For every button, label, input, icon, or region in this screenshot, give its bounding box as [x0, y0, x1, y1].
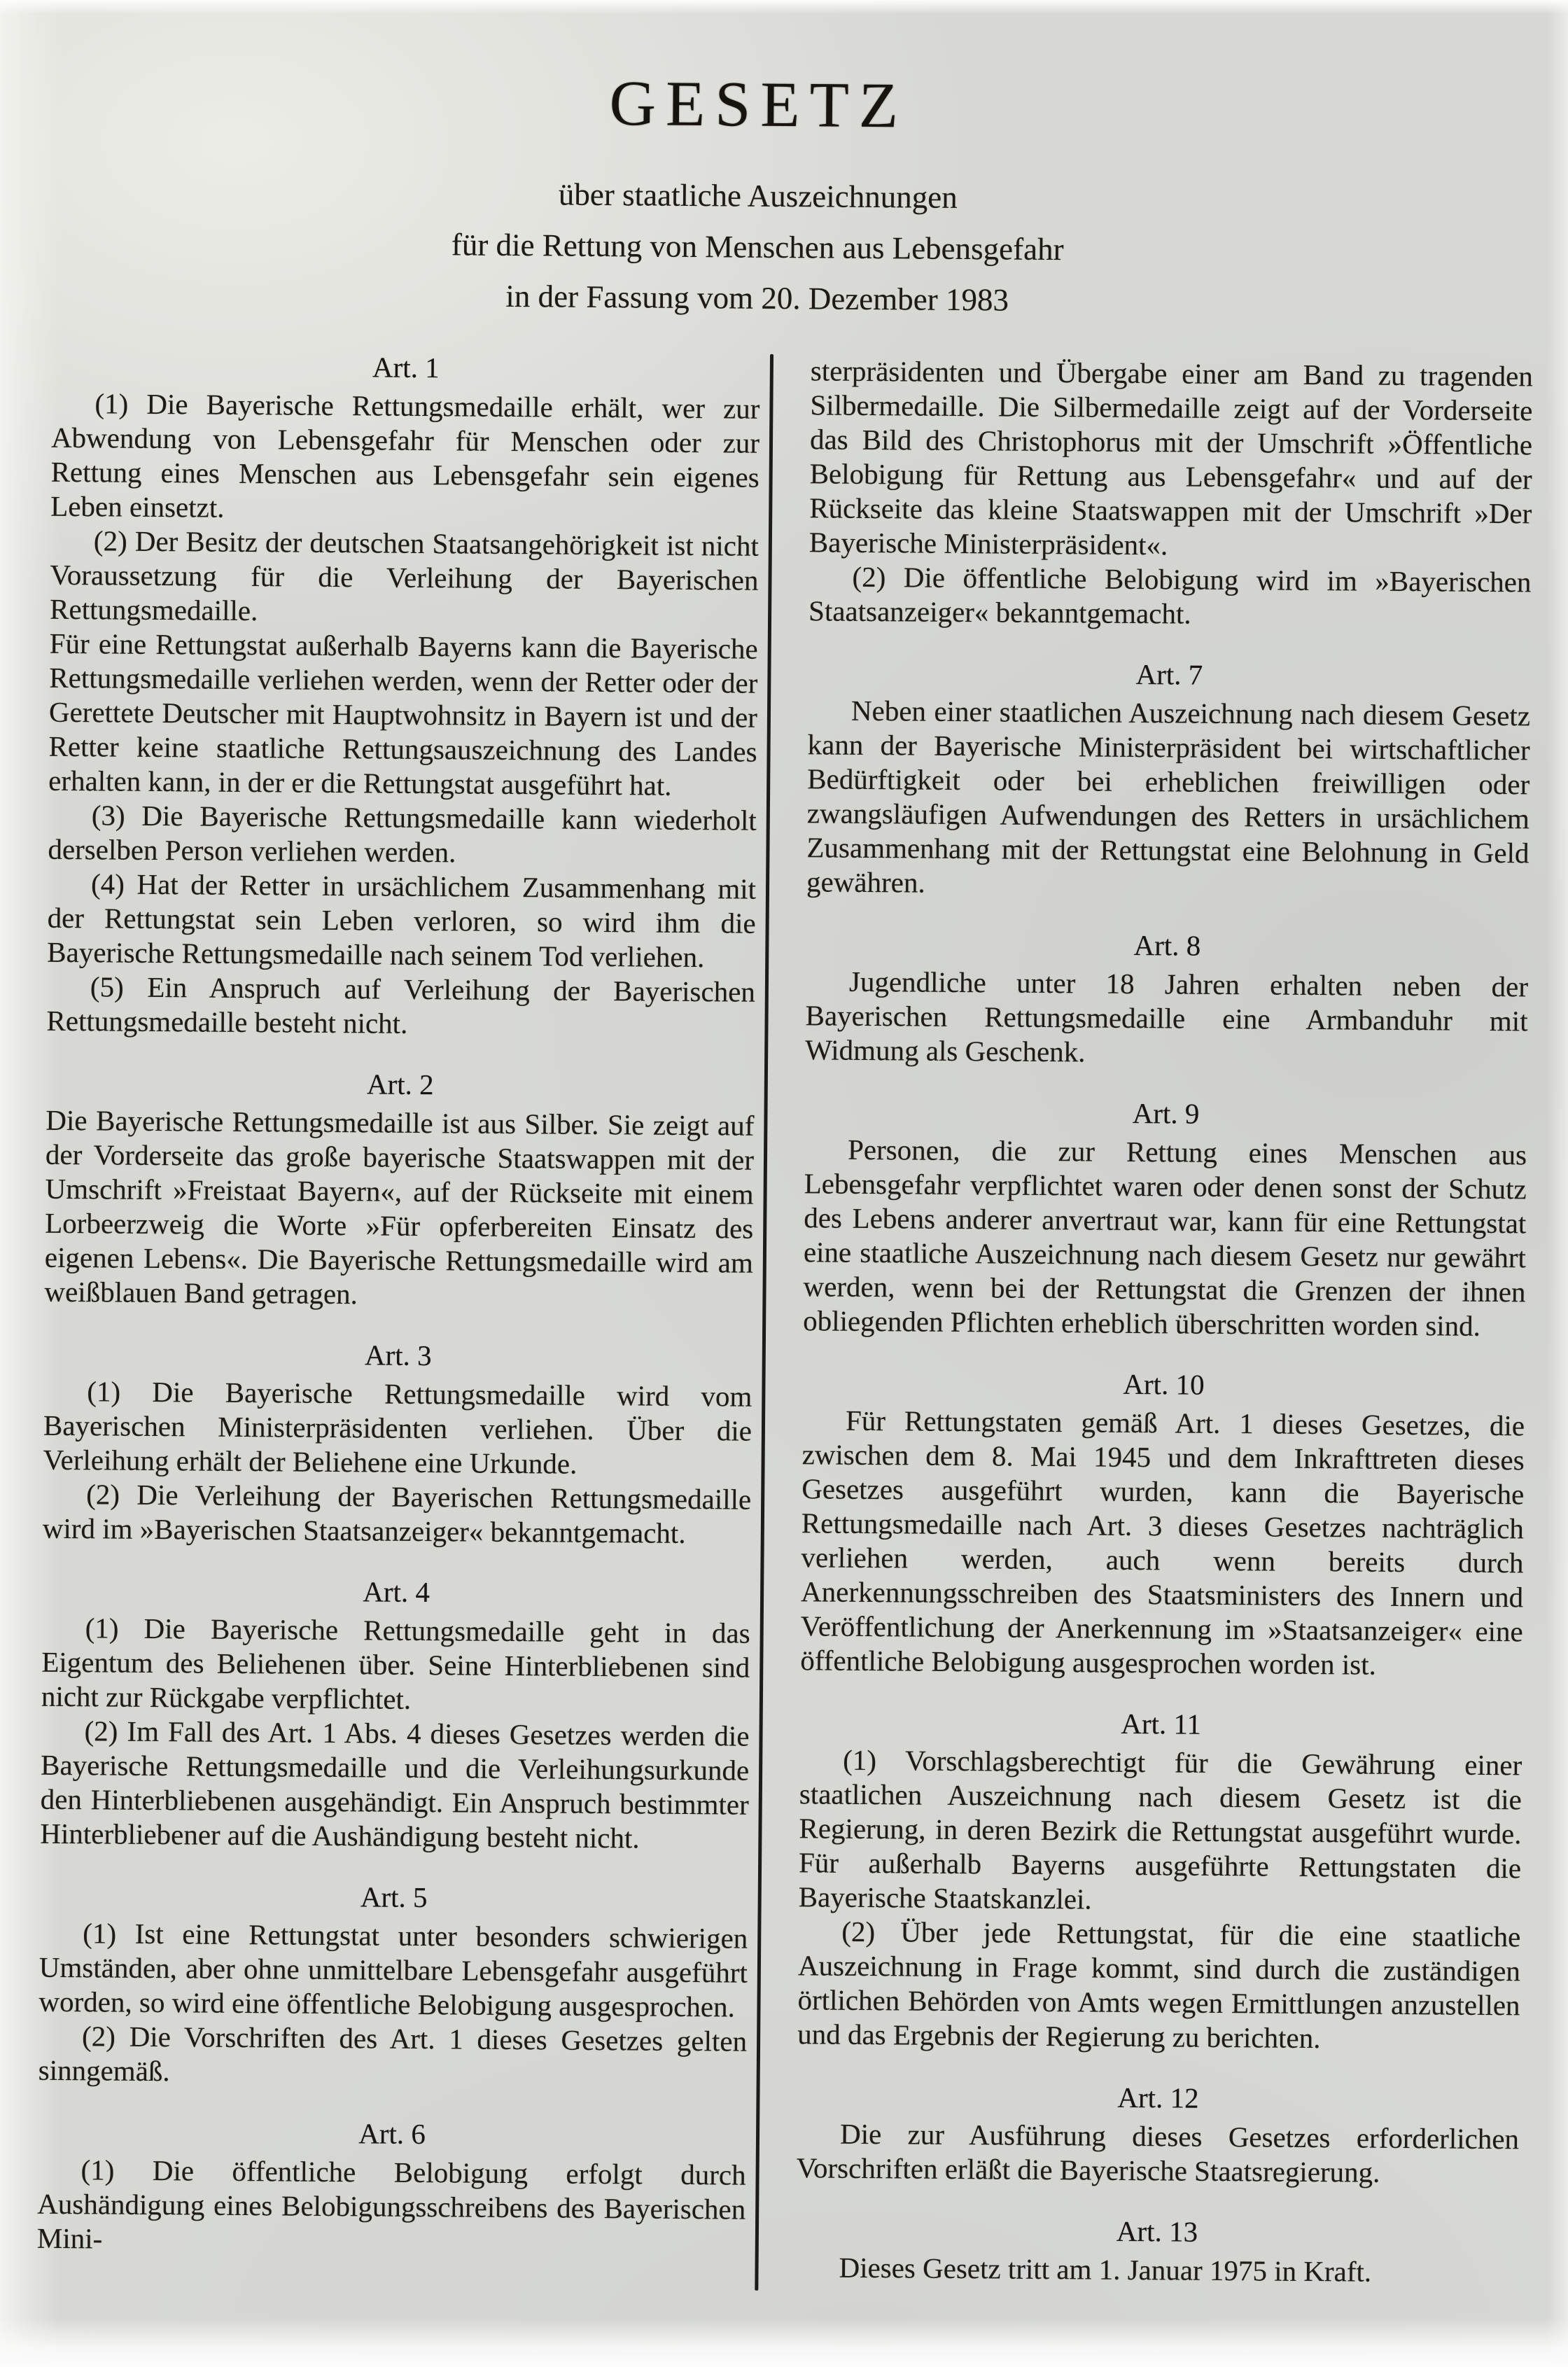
text-column-left	[37, 348, 760, 2261]
article-paragraph: (2) Der Besitz der deutschen Staatsangehörigkeit ist nicht Voraussetzung für die Verleihung der Bayerischen Rettungsmedaille.	[49, 524, 760, 627]
article-heading: Art. 6	[358, 2117, 426, 2151]
article-heading: Art. 8	[1133, 928, 1201, 962]
article-heading: Art. 9	[1132, 1096, 1200, 1130]
article-paragraph: Neben einer staatlichen Auszeichnung nach diesem Gesetz kann der Bayerische Ministerpräsident bei wirtschaftlicher Bedürftigkeit oder bei erheblichen freiwilligen oder zwangsläufigen Aufwendungen des Retters in ursächlichem Zusammenhang mit der Rettungstat eine Belohnung in Geld gewähren.	[806, 694, 1531, 899]
article-paragraph: Personen, die zur Rettung eines Menschen aus Lebensgefahr verpflichtet waren oder denen sonst der Schutz des Lebens anderer anvertraut war, kann für eine Rettungstat eine staatliche Auszeichnung nach diesem Gesetz nur gewährt werden, wenn bei der Rettungstat die Grenzen der ihnen obliegenden Pflichten erheblich überschritten worden sind.	[803, 1133, 1527, 1342]
document-subtitle	[0, 165, 1518, 330]
article-paragraph: Die zur Ausführung dieses Gesetzes erforderlichen Vorschriften erläßt die Bayerische Staatsregierung.	[796, 2117, 1520, 2188]
article-paragraph: (2) Im Fall des Art. 1 Abs. 4 dieses Gesetzes werden die Bayerische Rettungsmedaille und die Verleihungsurkunde den Hinterbliebenen ausgehändigt. Ein Anspruch bestimmter Hinterbliebener auf die Aushändigung besteht nicht.	[40, 1715, 750, 1855]
article-paragraph: Für eine Rettungstat außerhalb Bayerns kann die Bayerische Rettungsmedaille verliehen werden, wenn der Retter oder der Gerettete Deutscher mit Hauptwohnsitz in Bayern ist und der Retter keine staatliche Rettungsauszeichnung des Landes erhalten kann, in der er die Rettungstat ausgeführt hat.	[48, 627, 758, 802]
article-heading: Art. 12	[1117, 2081, 1199, 2114]
article-paragraph: (1) Die Bayerische Rettungsmedaille wird vom Bayerischen Ministerpräsidenten verliehen. Über die Verleihung erhält der Beliehene eine Urkunde.	[43, 1375, 752, 1480]
article-paragraph: (2) Über jede Rettungstat, für die eine staatliche Auszeichnung in Frage kommt, sind durch die zuständigen örtlichen Behörden von Amts wegen Ermittlungen anzustellen und das Ergebnis der Regierung zu berichten.	[797, 1915, 1521, 2055]
subtitle-line-3: in der Fassung vom 20. Dezember 1983	[505, 278, 1009, 318]
article-heading: Art. 7	[1135, 657, 1203, 691]
article-heading: Art. 13	[1116, 2214, 1198, 2248]
article-paragraph: (2) Die Verleihung der Bayerischen Rettungsmedaille wird im »Bayerischen Staatsanzeiger« bekanntgemacht.	[42, 1478, 752, 1549]
article-heading: Art. 3	[364, 1339, 432, 1372]
article-paragraph: (1) Die Bayerische Rettungsmedaille geht in das Eigentum des Beliehenen über. Seine Hinterbliebenen sind nicht zur Rückgabe verpflichtet.	[41, 1612, 750, 1715]
article-paragraph: (2) Die Vorschriften des Art. 1 dieses Gesetzes gelten sinngemäß.	[38, 2020, 748, 2088]
article-paragraph: Dieses Gesetz tritt am 1. Januar 1975 in Kraft.	[839, 2251, 1372, 2288]
article-paragraph: (4) Hat der Retter in ursächlichem Zusammenhang mit der Rettungstat sein Leben verloren, so wird ihm die Bayerische Rettungsmedaille nach seinem Tod verliehen.	[47, 867, 757, 974]
text-column-right	[795, 354, 1533, 2290]
article-paragraph: (1) Die Bayerische Rettungsmedaille erhält, wer zur Abwendung von Lebensgefahr für Menschen oder zur Rettung eines Menschen aus Lebensgefahr sein eigenes Leben einsetzt.	[50, 387, 760, 524]
article-paragraph: (3) Die Bayerische Rettungsmedaille kann wiederholt derselben Person verliehen werden.	[48, 799, 757, 869]
article-paragraph: (2) Die öffentliche Belobigung wird im »Bayerischen Staatsanzeiger« bekanntgemacht.	[808, 560, 1532, 630]
article-paragraph: sterpräsidenten und Übergabe einer am Band zu tragenden Silbermedaille. Die Silbermedaille zeigt auf der Vorderseite das Bild des Christophorus mit der Umschrift »Öffentliche Belobigung für Rettung aus Lebensgefahr« und auf der Rückseite das kleine Staatswappen mit der Umschrift »Der Bayerische Ministerpräsident«.	[808, 354, 1533, 561]
article-paragraph: (1) Die öffentliche Belobigung erfolgt durch Aushändigung eines Belobigungsschreibens des Bayerischen Mini-	[36, 2153, 746, 2255]
article-heading: Art. 1	[372, 351, 440, 384]
article-heading: Art. 5	[360, 1880, 428, 1914]
article-heading: Art. 10	[1123, 1367, 1205, 1401]
article-paragraph: Jugendliche unter 18 Jahren erhalten neben der Bayerischen Rettungsmedaille eine Armbanduhr mit Widmung als Geschenk.	[805, 965, 1529, 1068]
article-paragraph: Die Bayerische Rettungsmedaille ist aus Silber. Sie zeigt auf der Vorderseite das große bayerische Staatswappen mit der Umschrift »Freistaat Bayern«, auf der Rückseite mit einem Lorbeerzweig die Worte »Für opferbereiten Einsatz des eigenen Lebens«. Die Bayerische Rettungsmedaille wird am weißblauen Band getragen.	[44, 1103, 755, 1311]
subtitle-line-2: für die Rettung von Menschen aus Lebensgefahr	[451, 227, 1064, 267]
article-heading: Art. 4	[363, 1575, 430, 1609]
article-heading: Art. 11	[1121, 1707, 1202, 1740]
article-paragraph: (1) Vorschlagsberechtigt für die Gewährung einer staatlichen Auszeichnung nach diesem Gesetz ist die Regierung, in deren Bezirk die Rettungstat ausgeführt wurde. Für außerhalb Bayerns ausgeführte Rettungstaten die Bayerische Staatskanzlei.	[798, 1743, 1522, 1915]
masthead	[0, 61, 1518, 330]
article-heading: Art. 2	[366, 1068, 434, 1101]
article-paragraph: (1) Ist eine Rettungstat unter besonders schwierigen Umständen, aber ohne unmittelbare Lebensgefahr ausgeführt worden, so wird eine öffentliche Belobigung ausgesprochen.	[38, 1917, 748, 2023]
document-title: GESETZ	[609, 67, 909, 141]
article-paragraph: (5) Ein Anspruch auf Verleihung der Bayerischen Rettungsmedaille besteht nicht.	[46, 970, 756, 1040]
subtitle-line-1: über staatliche Auszeichnungen	[558, 176, 958, 215]
article-paragraph: Für Rettungstaten gemäß Art. 1 dieses Gesetzes, die zwischen dem 8. Mai 1945 und dem Inkrafttreten dieses Gesetzes ausgeführt wurden, kann die Bayerische Rettungsmedaille nach Art. 3 dieses Gesetzes nachträglich verliehen werden, auch wenn bereits durch Anerkennungsschreiben des Staatsministers des Innern und Veröffentlichung der Anerkennung im »Staatsanzeiger« eine öffentliche Belobigung ausgesprochen worden ist.	[800, 1404, 1525, 1681]
